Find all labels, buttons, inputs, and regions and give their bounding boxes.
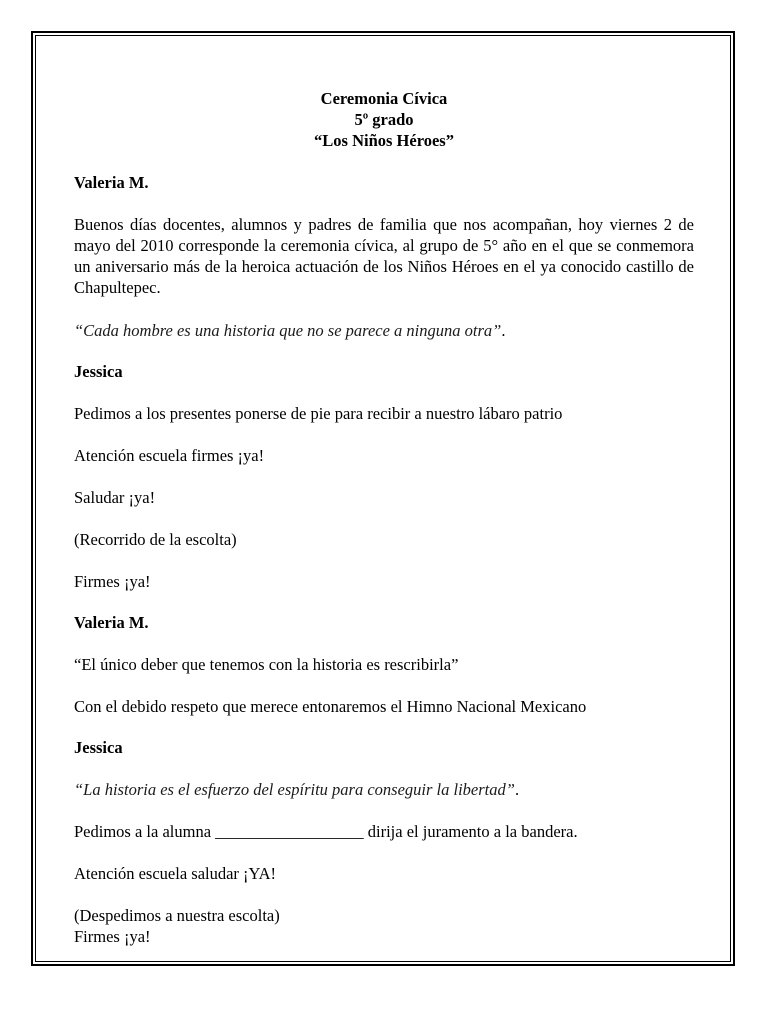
quote-2 xyxy=(74,779,694,800)
paragraph-escort-route: (Recorrido de la escolta) xyxy=(74,530,237,549)
paragraph-oath: Pedimos a la alumna __________________ dirija el juramento a la bandera. xyxy=(74,822,578,841)
speaker-valeria-2: Valeria M. xyxy=(74,613,149,632)
speaker-valeria-1: Valeria M. xyxy=(74,173,149,192)
paragraph-attention: Atención escuela firmes ¡ya! xyxy=(74,446,265,465)
paragraph-stand-up: Pedimos a los presentes ponerse de pie para recibir a nuestro lábaro patrio xyxy=(74,404,563,423)
speaker-jessica-1: Jessica xyxy=(74,362,123,381)
paragraph-salute: Saludar ¡ya! xyxy=(74,488,156,507)
title-line-3: “Los Niños Héroes” xyxy=(314,131,454,150)
paragraph-dismiss-escort: (Despedimos a nuestra escolta) xyxy=(74,906,280,925)
paragraph-firm: Firmes ¡ya! xyxy=(74,572,151,591)
quote-2-text: “La historia es el esfuerzo del espíritu para conseguir la libertad” xyxy=(74,780,515,799)
quote-2-period: . xyxy=(514,780,520,799)
title-line-2: 5º grado xyxy=(354,110,414,129)
quote-1-text: “Cada hombre es una historia que no se parece a ninguna otra” xyxy=(74,321,502,340)
speaker-jessica-2: Jessica xyxy=(74,738,123,757)
document-body xyxy=(74,88,694,947)
paragraph-quote-history: “El único deber que tenemos con la historia es rescribirla” xyxy=(74,655,459,674)
document-title xyxy=(74,88,694,151)
quote-1 xyxy=(74,320,694,341)
title-line-1: Ceremonia Cívica xyxy=(320,89,448,108)
paragraph-salute-ya: Atención escuela saludar ¡YA! xyxy=(74,864,277,883)
quote-1-period: . xyxy=(501,321,506,340)
paragraph-welcome: Buenos días docentes, alumnos y padres de familia que nos acompañan, hoy viernes 2 de mayo del 2010 corresponde la ceremonia cívica, al grupo de 5° año en el que se conmemora un aniversario más de la heroica actuación de los Niños Héroes en el ya conocido castillo de Chapultepec. xyxy=(74,215,694,297)
paragraph-final-firm: Firmes ¡ya! xyxy=(74,927,151,946)
paragraph-anthem: Con el debido respeto que merece entonaremos el Himno Nacional Mexicano xyxy=(74,697,587,716)
